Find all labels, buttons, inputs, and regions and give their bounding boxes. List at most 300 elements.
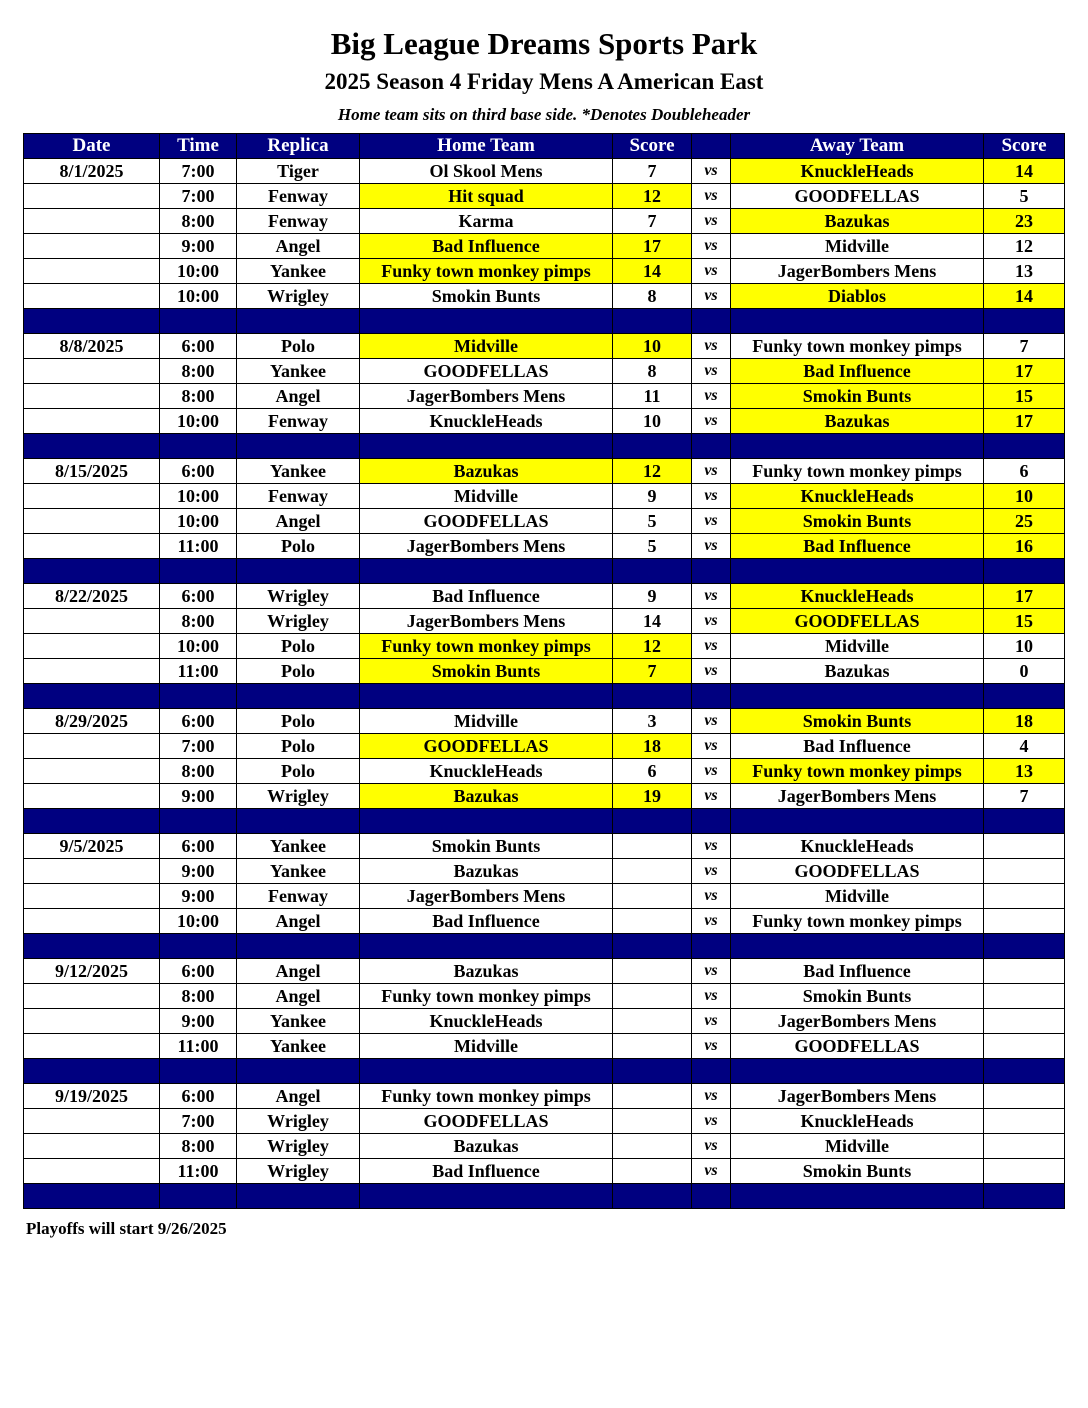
game-time: 6:00 <box>160 709 237 734</box>
home-team: Midville <box>360 334 613 359</box>
game-time: 11:00 <box>160 659 237 684</box>
separator-cell <box>692 434 731 459</box>
game-date <box>24 734 160 759</box>
game-date: 9/19/2025 <box>24 1084 160 1109</box>
separator-cell <box>984 1059 1065 1084</box>
game-replica: Tiger <box>237 159 360 184</box>
game-time: 11:00 <box>160 1159 237 1184</box>
game-row <box>24 959 1065 984</box>
game-row <box>24 634 1065 659</box>
away-score <box>984 1084 1065 1109</box>
home-score <box>613 1009 692 1034</box>
separator-cell <box>237 809 360 834</box>
away-team: Funky town monkey pimps <box>731 459 984 484</box>
game-row <box>24 859 1065 884</box>
away-score <box>984 1109 1065 1134</box>
game-time: 7:00 <box>160 159 237 184</box>
away-score: 7 <box>984 784 1065 809</box>
game-time: 11:00 <box>160 534 237 559</box>
separator-cell <box>360 809 613 834</box>
home-score: 9 <box>613 484 692 509</box>
game-time: 6:00 <box>160 334 237 359</box>
game-time: 8:00 <box>160 384 237 409</box>
vs-label: vs <box>692 384 731 409</box>
away-team: Bad Influence <box>731 959 984 984</box>
separator-cell <box>237 559 360 584</box>
vs-label: vs <box>692 334 731 359</box>
game-date <box>24 209 160 234</box>
home-team: Bad Influence <box>360 1159 613 1184</box>
game-replica: Angel <box>237 234 360 259</box>
home-score: 10 <box>613 409 692 434</box>
home-team: Smokin Bunts <box>360 834 613 859</box>
game-time: 6:00 <box>160 834 237 859</box>
home-team: Smokin Bunts <box>360 659 613 684</box>
game-replica: Wrigley <box>237 584 360 609</box>
col-vs-header <box>692 134 731 159</box>
game-time: 6:00 <box>160 959 237 984</box>
home-score <box>613 1134 692 1159</box>
game-row <box>24 334 1065 359</box>
game-row <box>24 159 1065 184</box>
vs-label: vs <box>692 159 731 184</box>
home-team: Midville <box>360 484 613 509</box>
separator-cell <box>237 684 360 709</box>
league-subtitle: 2025 Season 4 Friday Mens A American East <box>324 69 764 94</box>
game-date <box>24 659 160 684</box>
away-team: GOODFELLAS <box>731 859 984 884</box>
home-score: 14 <box>613 259 692 284</box>
week-separator-row <box>24 934 1065 959</box>
vs-label: vs <box>692 1084 731 1109</box>
home-team: Funky town monkey pimps <box>360 1084 613 1109</box>
home-team: JagerBombers Mens <box>360 884 613 909</box>
game-time: 8:00 <box>160 759 237 784</box>
game-replica: Angel <box>237 509 360 534</box>
game-replica: Wrigley <box>237 1134 360 1159</box>
away-team: Bazukas <box>731 209 984 234</box>
separator-cell <box>613 1184 692 1209</box>
separator-cell <box>692 559 731 584</box>
vs-label: vs <box>692 459 731 484</box>
game-time: 10:00 <box>160 284 237 309</box>
vs-label: vs <box>692 884 731 909</box>
separator-cell <box>160 684 237 709</box>
away-score <box>984 909 1065 934</box>
game-time: 9:00 <box>160 234 237 259</box>
home-team: Bazukas <box>360 1134 613 1159</box>
week-separator-row <box>24 309 1065 334</box>
game-row <box>24 584 1065 609</box>
game-replica: Polo <box>237 534 360 559</box>
game-replica: Fenway <box>237 409 360 434</box>
home-team: Ol Skool Mens <box>360 159 613 184</box>
home-score <box>613 884 692 909</box>
game-date <box>24 784 160 809</box>
col-home-score-header: Score <box>613 134 692 159</box>
schedule-table <box>23 133 1065 1209</box>
game-time: 9:00 <box>160 859 237 884</box>
home-score <box>613 1159 692 1184</box>
game-row <box>24 484 1065 509</box>
game-date: 8/1/2025 <box>24 159 160 184</box>
home-team: JagerBombers Mens <box>360 534 613 559</box>
game-replica: Yankee <box>237 834 360 859</box>
separator-cell <box>613 684 692 709</box>
game-replica: Fenway <box>237 484 360 509</box>
away-team: Diablos <box>731 284 984 309</box>
game-time: 6:00 <box>160 1084 237 1109</box>
game-replica: Yankee <box>237 359 360 384</box>
home-team: KnuckleHeads <box>360 759 613 784</box>
away-team: Smokin Bunts <box>731 509 984 534</box>
separator-cell <box>731 1059 984 1084</box>
separator-cell <box>237 1184 360 1209</box>
vs-label: vs <box>692 1009 731 1034</box>
home-team: JagerBombers Mens <box>360 609 613 634</box>
game-time: 9:00 <box>160 784 237 809</box>
away-score: 15 <box>984 609 1065 634</box>
home-team: Hit squad <box>360 184 613 209</box>
col-away-team-header: Away Team <box>731 134 984 159</box>
home-team: KnuckleHeads <box>360 1009 613 1034</box>
game-time: 9:00 <box>160 1009 237 1034</box>
vs-label: vs <box>692 984 731 1009</box>
home-score: 7 <box>613 159 692 184</box>
separator-cell <box>731 684 984 709</box>
away-score: 15 <box>984 384 1065 409</box>
away-team: GOODFELLAS <box>731 1034 984 1059</box>
game-date <box>24 1109 160 1134</box>
away-score: 25 <box>984 509 1065 534</box>
game-row <box>24 784 1065 809</box>
separator-cell <box>24 684 160 709</box>
separator-cell <box>237 434 360 459</box>
away-team: Funky town monkey pimps <box>731 759 984 784</box>
separator-cell <box>360 309 613 334</box>
week-separator-row <box>24 1059 1065 1084</box>
separator-cell <box>160 1059 237 1084</box>
away-team: Bazukas <box>731 659 984 684</box>
game-replica: Polo <box>237 759 360 784</box>
game-date <box>24 634 160 659</box>
home-score <box>613 1034 692 1059</box>
separator-cell <box>24 809 160 834</box>
game-date <box>24 859 160 884</box>
separator-cell <box>237 934 360 959</box>
home-team: Bazukas <box>360 859 613 884</box>
game-row <box>24 609 1065 634</box>
separator-cell <box>160 559 237 584</box>
away-team: Bad Influence <box>731 534 984 559</box>
separator-cell <box>731 559 984 584</box>
game-date <box>24 484 160 509</box>
vs-label: vs <box>692 1034 731 1059</box>
separator-cell <box>237 1059 360 1084</box>
game-time: 8:00 <box>160 209 237 234</box>
separator-cell <box>24 309 160 334</box>
away-team: GOODFELLAS <box>731 609 984 634</box>
game-date <box>24 1134 160 1159</box>
separator-cell <box>692 309 731 334</box>
separator-cell <box>613 309 692 334</box>
away-team: JagerBombers Mens <box>731 1009 984 1034</box>
away-score: 6 <box>984 459 1065 484</box>
separator-cell <box>24 1184 160 1209</box>
vs-label: vs <box>692 909 731 934</box>
vs-label: vs <box>692 734 731 759</box>
game-row <box>24 384 1065 409</box>
vs-label: vs <box>692 284 731 309</box>
game-time: 8:00 <box>160 609 237 634</box>
game-date <box>24 259 160 284</box>
game-row <box>24 884 1065 909</box>
game-row <box>24 259 1065 284</box>
vs-label: vs <box>692 709 731 734</box>
separator-cell <box>692 809 731 834</box>
home-score: 14 <box>613 609 692 634</box>
col-replica-header: Replica <box>237 134 360 159</box>
game-date <box>24 984 160 1009</box>
page-title: Big League Dreams Sports Park <box>330 26 758 61</box>
game-time: 11:00 <box>160 1034 237 1059</box>
away-team: Midville <box>731 634 984 659</box>
game-time: 10:00 <box>160 484 237 509</box>
game-row <box>24 459 1065 484</box>
home-team: Bad Influence <box>360 584 613 609</box>
separator-cell <box>731 934 984 959</box>
game-date <box>24 1034 160 1059</box>
away-team: JagerBombers Mens <box>731 1084 984 1109</box>
separator-cell <box>984 309 1065 334</box>
vs-label: vs <box>692 584 731 609</box>
home-score: 11 <box>613 384 692 409</box>
away-score: 12 <box>984 234 1065 259</box>
week-separator-row <box>24 559 1065 584</box>
separator-cell <box>613 1059 692 1084</box>
game-row <box>24 834 1065 859</box>
game-time: 7:00 <box>160 734 237 759</box>
vs-label: vs <box>692 409 731 434</box>
game-replica: Polo <box>237 709 360 734</box>
separator-cell <box>984 434 1065 459</box>
game-replica: Angel <box>237 909 360 934</box>
game-time: 7:00 <box>160 1109 237 1134</box>
home-team: Karma <box>360 209 613 234</box>
game-row <box>24 509 1065 534</box>
home-score: 8 <box>613 284 692 309</box>
separator-cell <box>24 434 160 459</box>
separator-cell <box>692 1059 731 1084</box>
game-replica: Fenway <box>237 884 360 909</box>
away-score: 16 <box>984 534 1065 559</box>
game-time: 7:00 <box>160 184 237 209</box>
home-score: 7 <box>613 209 692 234</box>
game-row <box>24 359 1065 384</box>
vs-label: vs <box>692 209 731 234</box>
home-team: Bazukas <box>360 459 613 484</box>
home-score: 3 <box>613 709 692 734</box>
away-team: GOODFELLAS <box>731 184 984 209</box>
vs-label: vs <box>692 259 731 284</box>
home-score: 5 <box>613 509 692 534</box>
game-date: 9/12/2025 <box>24 959 160 984</box>
away-score: 17 <box>984 584 1065 609</box>
away-team: Bad Influence <box>731 734 984 759</box>
away-score <box>984 1159 1065 1184</box>
away-score: 4 <box>984 734 1065 759</box>
game-date <box>24 1159 160 1184</box>
away-score <box>984 1034 1065 1059</box>
separator-cell <box>360 934 613 959</box>
home-score: 12 <box>613 184 692 209</box>
home-score <box>613 984 692 1009</box>
game-date: 8/15/2025 <box>24 459 160 484</box>
away-team: JagerBombers Mens <box>731 784 984 809</box>
col-home-team-header: Home Team <box>360 134 613 159</box>
week-separator-row <box>24 1184 1065 1209</box>
away-team: Bad Influence <box>731 359 984 384</box>
game-replica: Angel <box>237 959 360 984</box>
away-score: 13 <box>984 259 1065 284</box>
game-replica: Wrigley <box>237 1109 360 1134</box>
week-separator-row <box>24 684 1065 709</box>
game-replica: Angel <box>237 384 360 409</box>
away-team: Smokin Bunts <box>731 709 984 734</box>
game-date <box>24 884 160 909</box>
game-date: 8/8/2025 <box>24 334 160 359</box>
game-date <box>24 609 160 634</box>
game-replica: Polo <box>237 334 360 359</box>
game-replica: Fenway <box>237 209 360 234</box>
game-replica: Wrigley <box>237 609 360 634</box>
game-row <box>24 709 1065 734</box>
game-time: 8:00 <box>160 359 237 384</box>
separator-cell <box>984 934 1065 959</box>
home-team: Smokin Bunts <box>360 284 613 309</box>
separator-cell <box>160 1184 237 1209</box>
game-row <box>24 409 1065 434</box>
away-team: Smokin Bunts <box>731 984 984 1009</box>
separator-cell <box>360 1184 613 1209</box>
game-replica: Angel <box>237 1084 360 1109</box>
game-time: 10:00 <box>160 634 237 659</box>
away-team: JagerBombers Mens <box>731 259 984 284</box>
vs-label: vs <box>692 859 731 884</box>
game-replica: Wrigley <box>237 1159 360 1184</box>
home-team: Bad Influence <box>360 909 613 934</box>
away-score: 13 <box>984 759 1065 784</box>
away-team: KnuckleHeads <box>731 834 984 859</box>
away-team: Smokin Bunts <box>731 384 984 409</box>
vs-label: vs <box>692 184 731 209</box>
away-team: KnuckleHeads <box>731 159 984 184</box>
away-team: Funky town monkey pimps <box>731 909 984 934</box>
away-score <box>984 884 1065 909</box>
separator-cell <box>731 434 984 459</box>
game-replica: Polo <box>237 634 360 659</box>
away-score: 5 <box>984 184 1065 209</box>
separator-cell <box>984 684 1065 709</box>
game-row <box>24 1109 1065 1134</box>
home-score: 9 <box>613 584 692 609</box>
game-date: 9/5/2025 <box>24 834 160 859</box>
game-date <box>24 509 160 534</box>
schedule-body <box>24 159 1065 1209</box>
col-date-header: Date <box>24 134 160 159</box>
vs-label: vs <box>692 834 731 859</box>
game-date <box>24 384 160 409</box>
game-row <box>24 1159 1065 1184</box>
away-score: 10 <box>984 484 1065 509</box>
home-score: 12 <box>613 459 692 484</box>
separator-cell <box>24 934 160 959</box>
game-row <box>24 909 1065 934</box>
home-score <box>613 959 692 984</box>
game-time: 6:00 <box>160 459 237 484</box>
away-score <box>984 959 1065 984</box>
away-score <box>984 1009 1065 1034</box>
away-score: 14 <box>984 284 1065 309</box>
home-score <box>613 909 692 934</box>
game-time: 9:00 <box>160 884 237 909</box>
separator-cell <box>360 684 613 709</box>
vs-label: vs <box>692 509 731 534</box>
game-time: 8:00 <box>160 984 237 1009</box>
home-score: 17 <box>613 234 692 259</box>
game-row <box>24 234 1065 259</box>
home-score: 8 <box>613 359 692 384</box>
game-row <box>24 1134 1065 1159</box>
away-team: Midville <box>731 1134 984 1159</box>
home-score: 7 <box>613 659 692 684</box>
separator-cell <box>984 559 1065 584</box>
game-time: 10:00 <box>160 409 237 434</box>
away-score: 0 <box>984 659 1065 684</box>
game-replica: Yankee <box>237 1034 360 1059</box>
game-date: 8/29/2025 <box>24 709 160 734</box>
game-time: 6:00 <box>160 584 237 609</box>
separator-cell <box>984 809 1065 834</box>
game-replica: Yankee <box>237 259 360 284</box>
separator-cell <box>360 559 613 584</box>
playoffs-note: Playoffs will start 9/26/2025 <box>26 1219 227 1238</box>
home-score: 12 <box>613 634 692 659</box>
away-team: Funky town monkey pimps <box>731 334 984 359</box>
game-row <box>24 184 1065 209</box>
away-team: KnuckleHeads <box>731 484 984 509</box>
away-score: 14 <box>984 159 1065 184</box>
separator-cell <box>692 1184 731 1209</box>
game-date <box>24 184 160 209</box>
home-team: Funky town monkey pimps <box>360 634 613 659</box>
game-row <box>24 284 1065 309</box>
game-date <box>24 759 160 784</box>
home-team: GOODFELLAS <box>360 509 613 534</box>
game-replica: Polo <box>237 659 360 684</box>
separator-cell <box>237 309 360 334</box>
game-replica: Yankee <box>237 459 360 484</box>
game-replica: Angel <box>237 984 360 1009</box>
vs-label: vs <box>692 234 731 259</box>
home-score <box>613 1109 692 1134</box>
game-date <box>24 1009 160 1034</box>
game-replica: Wrigley <box>237 784 360 809</box>
game-row <box>24 1034 1065 1059</box>
separator-cell <box>360 1059 613 1084</box>
game-date: 8/22/2025 <box>24 584 160 609</box>
away-team: Bazukas <box>731 409 984 434</box>
